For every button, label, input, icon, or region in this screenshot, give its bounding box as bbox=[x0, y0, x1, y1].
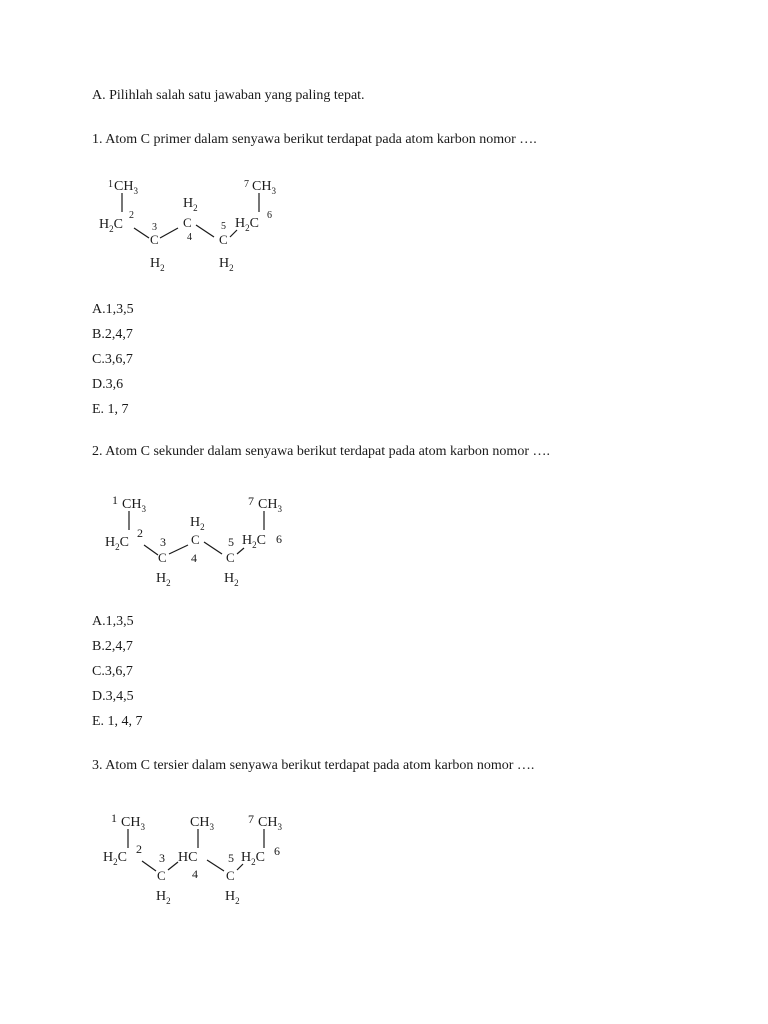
ch2-group-2: $H_2C$ bbox=[103, 850, 127, 867]
option-c[interactable]: C.3,6,7 bbox=[92, 352, 133, 367]
instruction-heading: A. Pilihlah salah satu jawaban yang paling tepat. bbox=[92, 88, 365, 103]
carbon-number-2: 2 bbox=[129, 210, 134, 221]
ch2-carbon-5: C bbox=[226, 550, 235, 565]
question-1-text: 1. Atom C primer dalam senyawa berikut terdapat pada atom karbon nomor …. bbox=[92, 132, 537, 147]
carbon-number-6: 6 bbox=[276, 532, 282, 546]
options-list-1 bbox=[92, 302, 134, 427]
bond-5-6 bbox=[230, 230, 237, 237]
options-list-2 bbox=[92, 614, 143, 739]
structure-diagram-3 bbox=[98, 806, 318, 916]
ch2-carbon-3: C bbox=[150, 232, 159, 247]
bond-2-3 bbox=[144, 545, 158, 555]
ch2-carbon-5: C bbox=[219, 232, 228, 247]
ch2-carbon-4: C bbox=[183, 215, 192, 230]
bond-2-3 bbox=[142, 861, 156, 871]
carbon-number-5: 5 bbox=[228, 851, 234, 865]
ch2-carbon-5: C bbox=[226, 868, 235, 883]
h2-label-3: $H_2$ bbox=[156, 889, 171, 906]
ch-carbon-4: HC bbox=[178, 850, 198, 865]
structure-diagram-1 bbox=[92, 170, 312, 280]
bond-4-5 bbox=[204, 542, 222, 554]
h2-label-5: $H_2$ bbox=[225, 889, 240, 906]
carbon-number-4: 4 bbox=[191, 551, 197, 565]
h2-label-5: $H_2$ bbox=[224, 571, 239, 588]
ch3-group-7: $CH_3$ bbox=[258, 815, 282, 832]
ch2-group-6: $H_2C$ bbox=[235, 216, 259, 233]
carbon-number-1: 1 bbox=[111, 811, 117, 825]
carbon-number-1: 1 bbox=[108, 179, 113, 190]
ch2-carbon-3: C bbox=[157, 868, 166, 883]
h2-label-3: $H_2$ bbox=[150, 256, 165, 273]
h2-label-3: $H_2$ bbox=[156, 571, 171, 588]
ch3-group-1: $CH_3$ bbox=[122, 497, 146, 514]
ch2-group-6: $H_2C$ bbox=[241, 850, 265, 867]
carbon-number-6: 6 bbox=[267, 210, 272, 221]
ch2-carbon-3: C bbox=[158, 550, 167, 565]
carbon-number-7: 7 bbox=[248, 812, 254, 826]
carbon-number-4: 4 bbox=[187, 232, 192, 243]
ch2-group-2: $H_2C$ bbox=[105, 535, 129, 552]
carbon-number-3: 3 bbox=[160, 535, 166, 549]
carbon-number-1: 1 bbox=[112, 493, 118, 507]
carbon-number-4: 4 bbox=[192, 867, 198, 881]
bond-4-5 bbox=[207, 860, 224, 871]
bond-3-4 bbox=[160, 228, 178, 238]
ch3-branch-4: $CH_3$ bbox=[190, 815, 214, 832]
carbon-number-3: 3 bbox=[159, 851, 165, 865]
ch3-group-7: $CH_3$ bbox=[252, 179, 276, 196]
bond-2-3 bbox=[134, 228, 149, 238]
ch3-group-7: $CH_3$ bbox=[258, 497, 282, 514]
carbon-number-2: 2 bbox=[137, 526, 143, 540]
bond-3-4 bbox=[169, 545, 188, 554]
carbon-number-5: 5 bbox=[228, 535, 234, 549]
h2-label-4: $H_2$ bbox=[183, 196, 198, 213]
option-a[interactable]: A.1,3,5 bbox=[92, 302, 134, 317]
ch2-group-6: $H_2C$ bbox=[242, 533, 266, 550]
ch2-group-2: $H_2C$ bbox=[99, 217, 123, 234]
carbon-number-2: 2 bbox=[136, 842, 142, 856]
bond-3-4 bbox=[168, 862, 178, 870]
carbon-number-7: 7 bbox=[244, 179, 249, 190]
option-d[interactable]: D.3,4,5 bbox=[92, 689, 134, 704]
carbon-number-7: 7 bbox=[248, 494, 254, 508]
structure-diagram-2 bbox=[100, 488, 320, 598]
question-2-text: 2. Atom C sekunder dalam senyawa berikut terdapat pada atom karbon nomor …. bbox=[92, 444, 550, 459]
option-e[interactable]: E. 1, 4, 7 bbox=[92, 714, 143, 729]
bond-5-6 bbox=[237, 548, 244, 554]
carbon-number-6: 6 bbox=[274, 844, 280, 858]
option-e[interactable]: E. 1, 7 bbox=[92, 402, 129, 417]
ch3-group-1: $CH_3$ bbox=[114, 179, 138, 196]
h2-label-4: $H_2$ bbox=[190, 515, 205, 532]
carbon-number-5: 5 bbox=[221, 221, 226, 232]
option-b[interactable]: B.2,4,7 bbox=[92, 639, 133, 654]
ch3-group-1: $CH_3$ bbox=[121, 815, 145, 832]
carbon-number-3: 3 bbox=[152, 222, 157, 233]
option-a[interactable]: A.1,3,5 bbox=[92, 614, 134, 629]
option-c[interactable]: C.3,6,7 bbox=[92, 664, 133, 679]
option-d[interactable]: D.3,6 bbox=[92, 377, 124, 392]
h2-label-5: $H_2$ bbox=[219, 256, 234, 273]
bond-4-5 bbox=[196, 225, 214, 237]
ch2-carbon-4: C bbox=[191, 532, 200, 547]
option-b[interactable]: B.2,4,7 bbox=[92, 327, 133, 342]
question-3-text: 3. Atom C tersier dalam senyawa berikut terdapat pada atom karbon nomor …. bbox=[92, 758, 535, 773]
